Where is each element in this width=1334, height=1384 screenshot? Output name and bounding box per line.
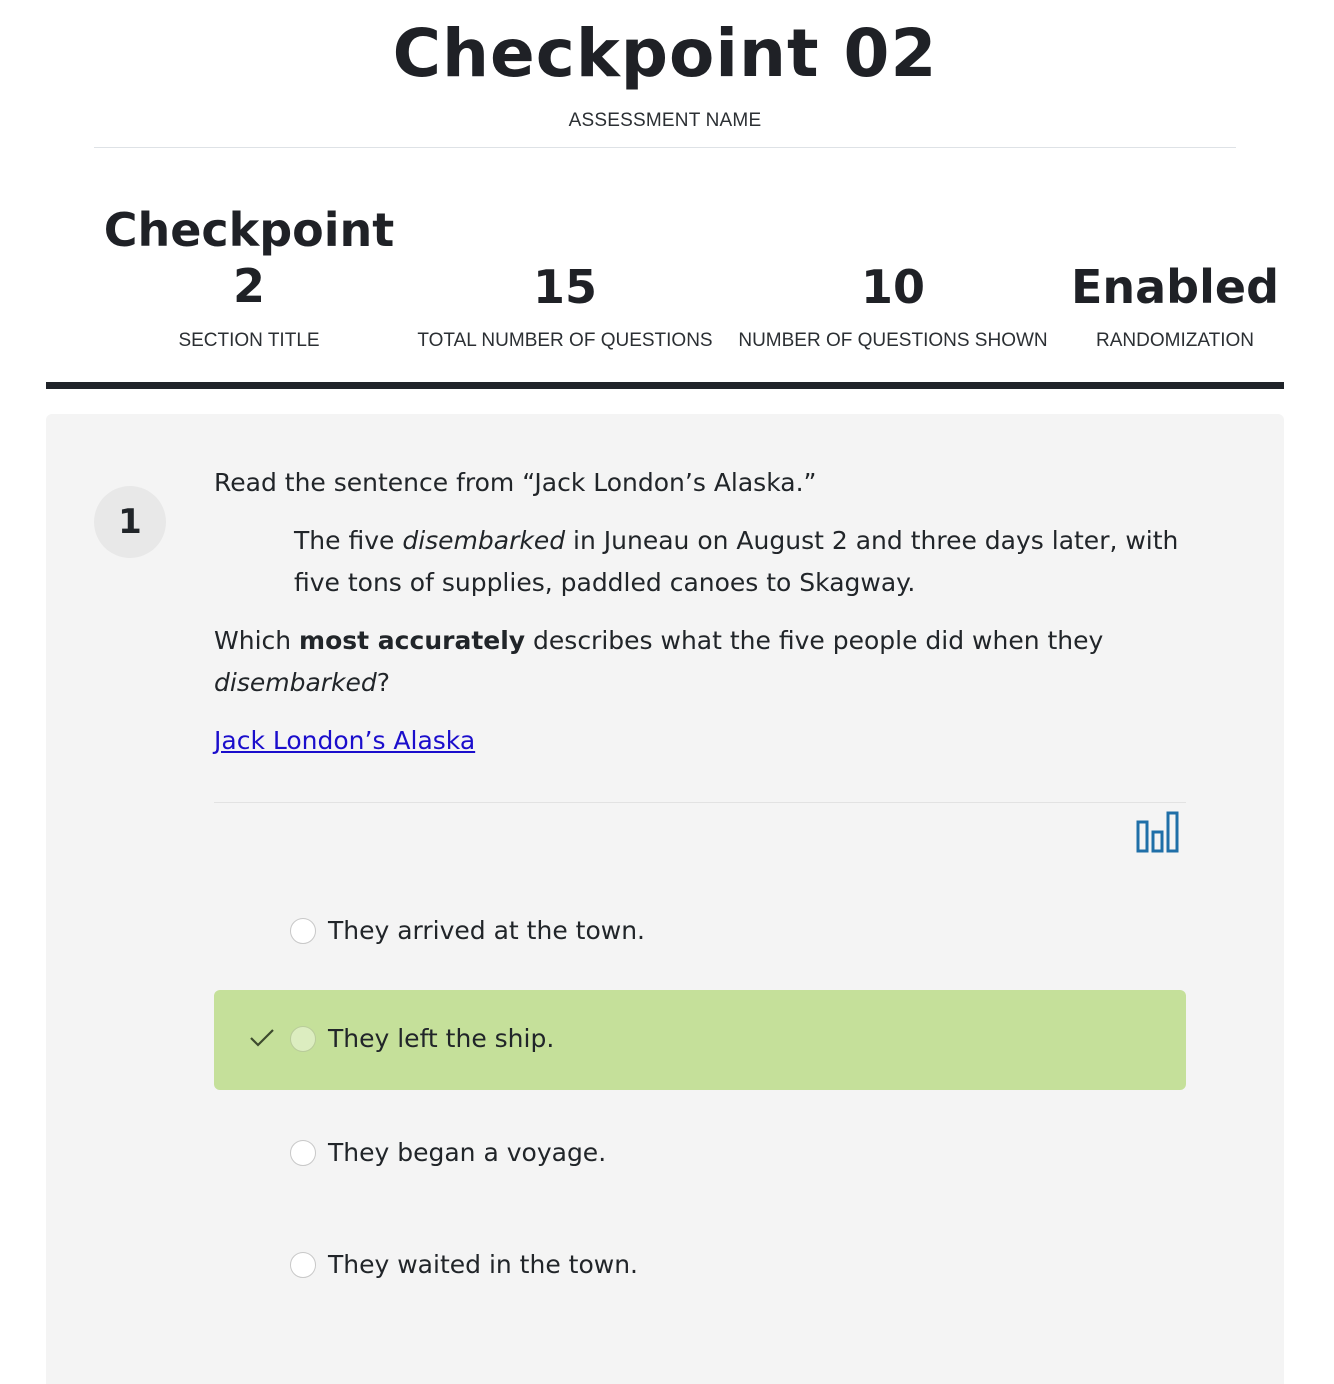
answer-option-3[interactable] — [214, 1104, 1186, 1204]
question-card — [46, 414, 1284, 1384]
answer-option-4[interactable] — [214, 1216, 1186, 1316]
section-title-value: Checkpoint 2 — [103, 203, 395, 313]
quote-emphasis: disembarked — [402, 526, 566, 555]
total-questions-label: TOTAL NUMBER OF QUESTIONS — [417, 330, 713, 351]
total-questions-value: 15 — [532, 260, 597, 314]
answer-option-label: They left the ship. — [328, 1024, 555, 1053]
questions-shown-label: NUMBER OF QUESTIONS SHOWN — [738, 330, 1048, 351]
question-separator — [214, 802, 1186, 803]
prompt-italic: disembarked — [214, 668, 377, 697]
quoted-sentence — [294, 520, 1186, 604]
answer-option-2-correct[interactable] — [214, 990, 1186, 1090]
prompt-middle: describes what the five people did when they — [525, 626, 1104, 655]
radio-button[interactable] — [290, 918, 316, 944]
randomization-label: RANDOMIZATION — [1096, 330, 1254, 351]
question-prompt — [214, 620, 1186, 704]
passage-link[interactable]: Jack London’s Alaska — [214, 726, 476, 755]
radio-button[interactable] — [290, 1140, 316, 1166]
prompt-bold: most accurately — [299, 626, 526, 655]
section-stats — [0, 200, 1334, 360]
assessment-header — [94, 0, 1236, 148]
checkmark-icon — [248, 1026, 276, 1048]
prompt-before: Which — [214, 626, 300, 655]
questions-shown-value: 10 — [860, 260, 925, 314]
section-title-label: SECTION TITLE — [178, 330, 320, 351]
randomization-value: Enabled — [1070, 260, 1280, 314]
quote-after: in Juneau on August 2 and three days later, with five tons of supplies, paddled canoes to Skagway. — [294, 526, 1179, 597]
answer-option-label: They began a voyage. — [328, 1138, 607, 1167]
answer-option-label: They waited in the town. — [328, 1250, 638, 1279]
bar-chart-icon[interactable] — [1136, 810, 1186, 854]
prompt-after: ? — [376, 668, 391, 697]
assessment-name-label: ASSESSMENT NAME — [568, 110, 762, 131]
question-number-badge: 1 — [94, 486, 166, 558]
answer-option-1[interactable] — [214, 882, 1186, 982]
answer-option-label: They arrived at the town. — [328, 916, 645, 945]
radio-button[interactable] — [290, 1026, 316, 1052]
section-divider — [46, 382, 1284, 389]
quote-before: The five — [294, 526, 403, 555]
assessment-title: Checkpoint 02 — [392, 15, 938, 92]
radio-button[interactable] — [290, 1252, 316, 1278]
question-intro: Read the sentence from “Jack London’s Alaska.” — [214, 468, 817, 497]
